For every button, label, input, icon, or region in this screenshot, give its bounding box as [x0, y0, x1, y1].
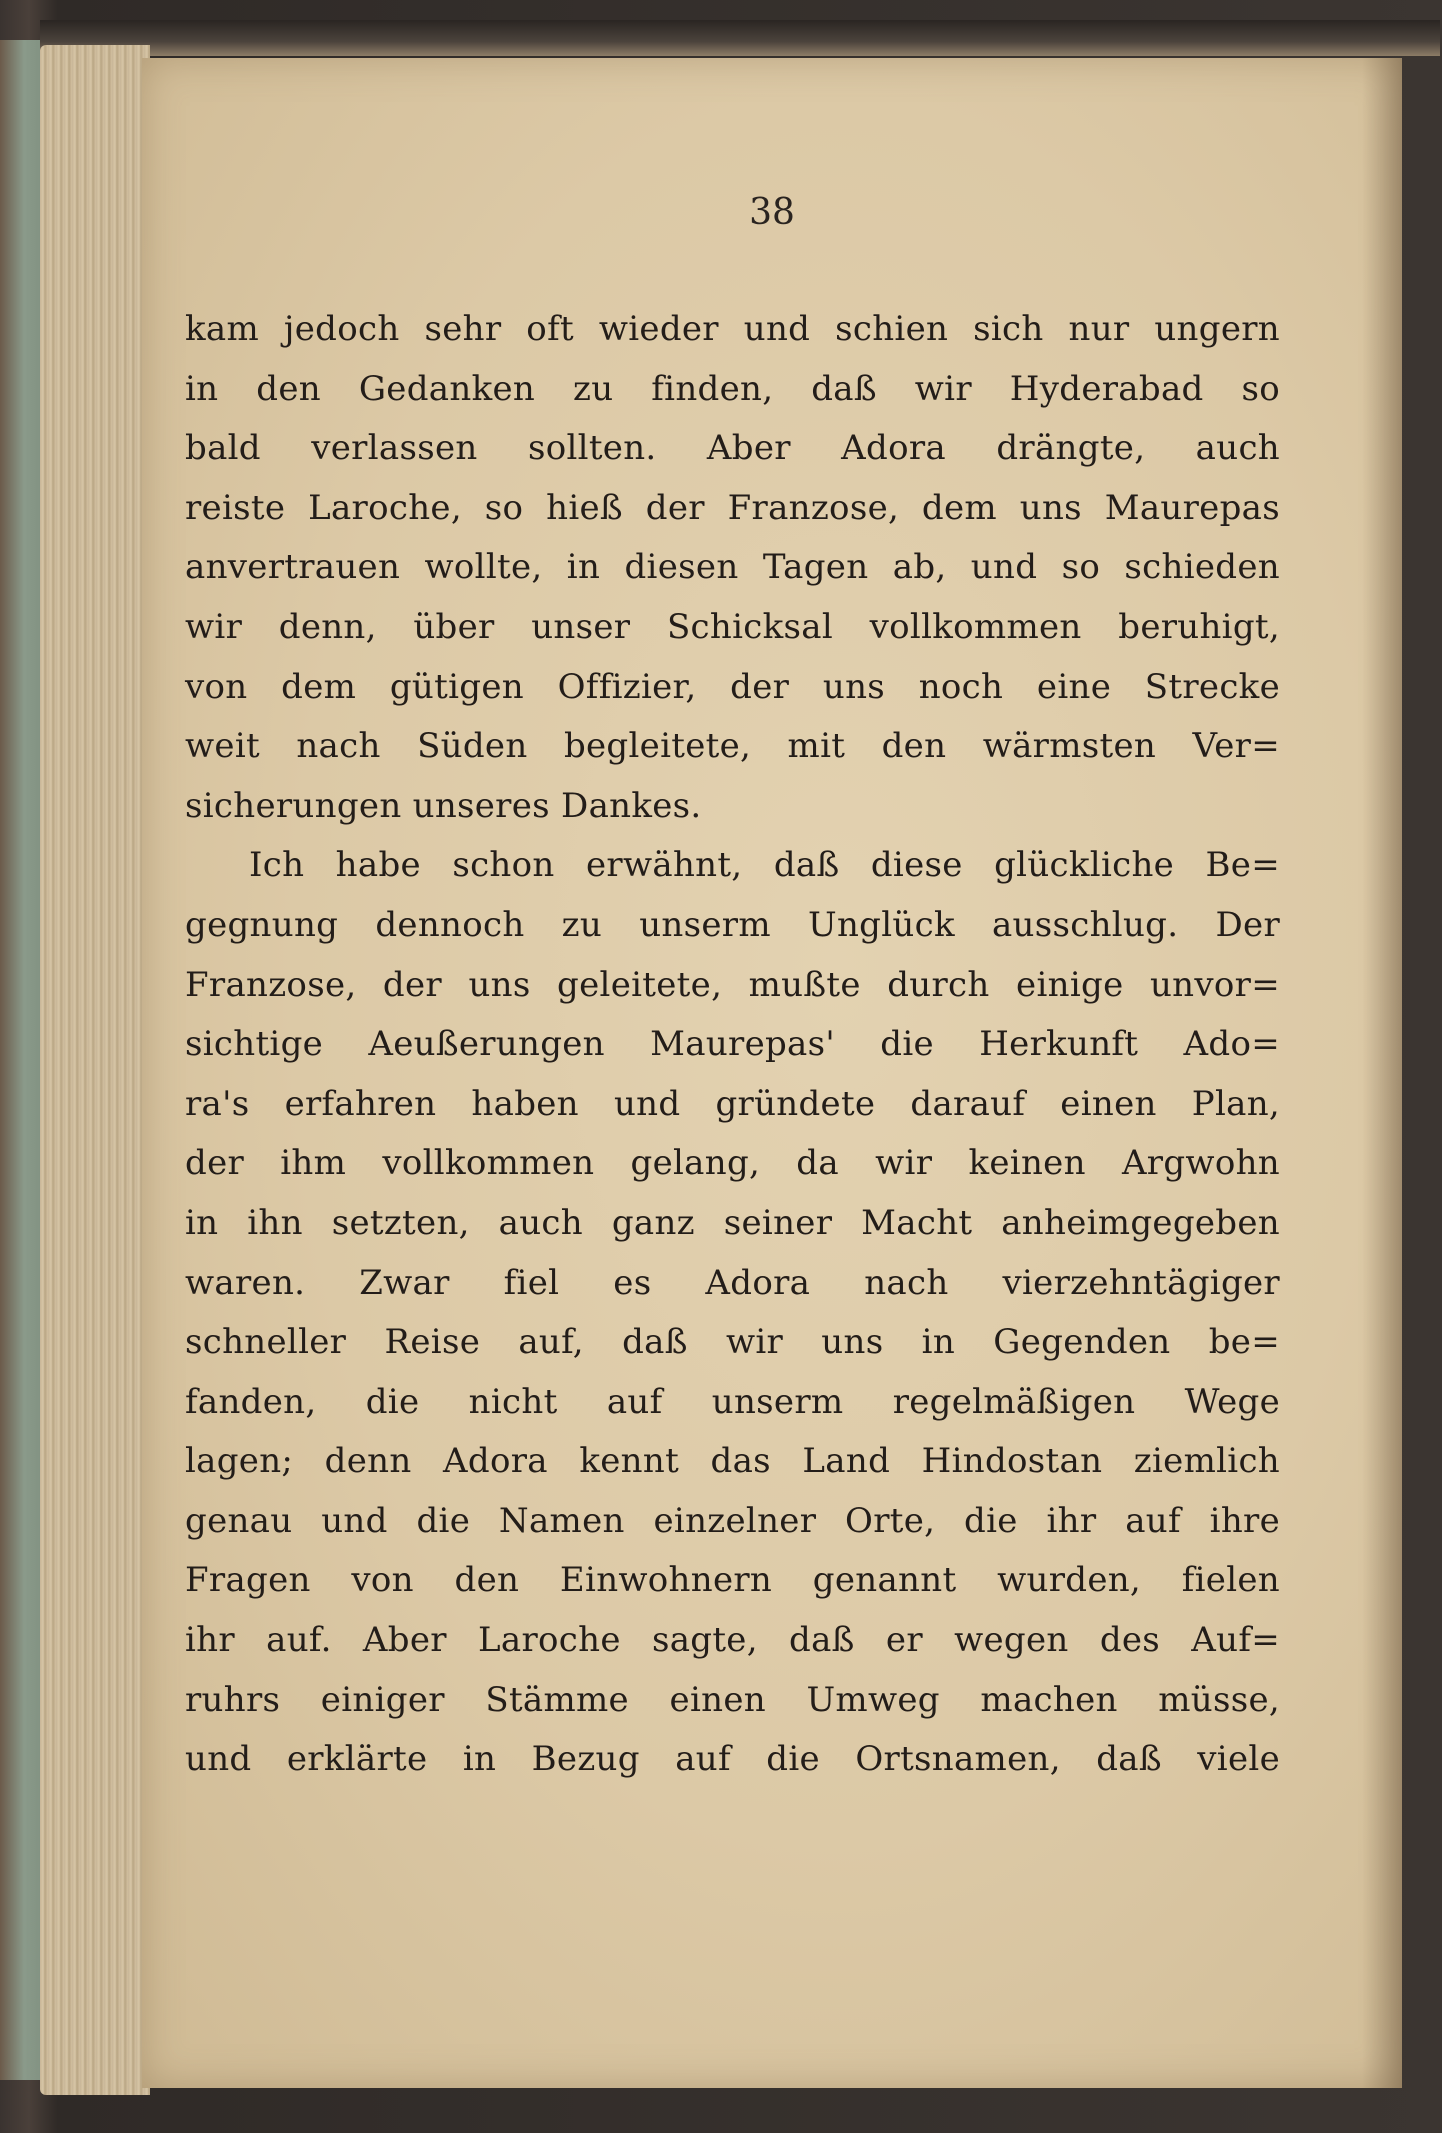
text-line: Fragen von den Einwohnern genannt wurden, fielen — [185, 1560, 1280, 1601]
page-stack-edges — [40, 45, 150, 2095]
text-line: der ihm vollkommen gelang, da wir keinen Argwohn — [185, 1143, 1280, 1184]
text-line: fanden, die nicht auf unserm regelmäßigen Wege — [185, 1381, 1280, 1422]
page-number: 38 — [749, 192, 795, 233]
text-line: gegnung dennoch zu unserm Unglück ausschlug. Der — [185, 904, 1280, 945]
text-line: lagen; denn Adora kennt das Land Hindostan ziemlich — [185, 1441, 1280, 1482]
text-line: und erklärte in Bezug auf die Ortsnamen, daß viele — [185, 1739, 1280, 1780]
text-line: in ihn setzten, auch ganz seiner Macht anheimgegeben — [185, 1202, 1280, 1243]
text-line: wir denn, über unser Schicksal vollkommen beruhigt, — [185, 606, 1280, 647]
body-text — [185, 300, 1280, 1790]
text-line: genau und die Namen einzelner Orte, die ihr auf ihre — [185, 1500, 1280, 1541]
text-line: ihr auf. Aber Laroche sagte, daß er wegen des Auf= — [185, 1620, 1280, 1661]
text-line: von dem gütigen Offizier, der uns noch eine Strecke — [185, 666, 1280, 707]
text-line: weit nach Süden begleitete, mit den wärmsten Ver= — [185, 726, 1280, 767]
page-gutter-shadow — [1362, 58, 1402, 2088]
text-line: Franzose, der uns geleitete, mußte durch einige unvor= — [185, 964, 1280, 1005]
text-line: ra's erfahren haben und gründete darauf einen Plan, — [185, 1083, 1280, 1124]
text-line: ruhrs einiger Stämme einen Umweg machen müsse, — [185, 1679, 1280, 1720]
text-line-paragraph-end: sicherungen unseres Dankes. — [185, 785, 702, 826]
text-line: schneller Reise auf, daß wir uns in Gegenden be= — [185, 1322, 1280, 1363]
text-line: reiste Laroche, so hieß der Franzose, dem uns Maurepas — [185, 487, 1280, 528]
text-line-paragraph-start: Ich habe schon erwähnt, daß diese glückliche Be= — [249, 845, 1280, 886]
text-line: waren. Zwar fiel es Adora nach vierzehntägiger — [185, 1262, 1280, 1303]
text-line: kam jedoch sehr oft wieder und schien sich nur ungern — [185, 309, 1280, 349]
text-line: in den Gedanken zu finden, daß wir Hyderabad so — [185, 368, 1280, 409]
text-line: anvertrauen wollte, in diesen Tagen ab, und so schieden — [185, 547, 1280, 588]
book-top-edge — [40, 20, 1440, 56]
text-line: sichtige Aeußerungen Maurepas' die Herkunft Ado= — [185, 1024, 1280, 1065]
text-line: bald verlassen sollten. Aber Adora drängte, auch — [185, 428, 1280, 469]
